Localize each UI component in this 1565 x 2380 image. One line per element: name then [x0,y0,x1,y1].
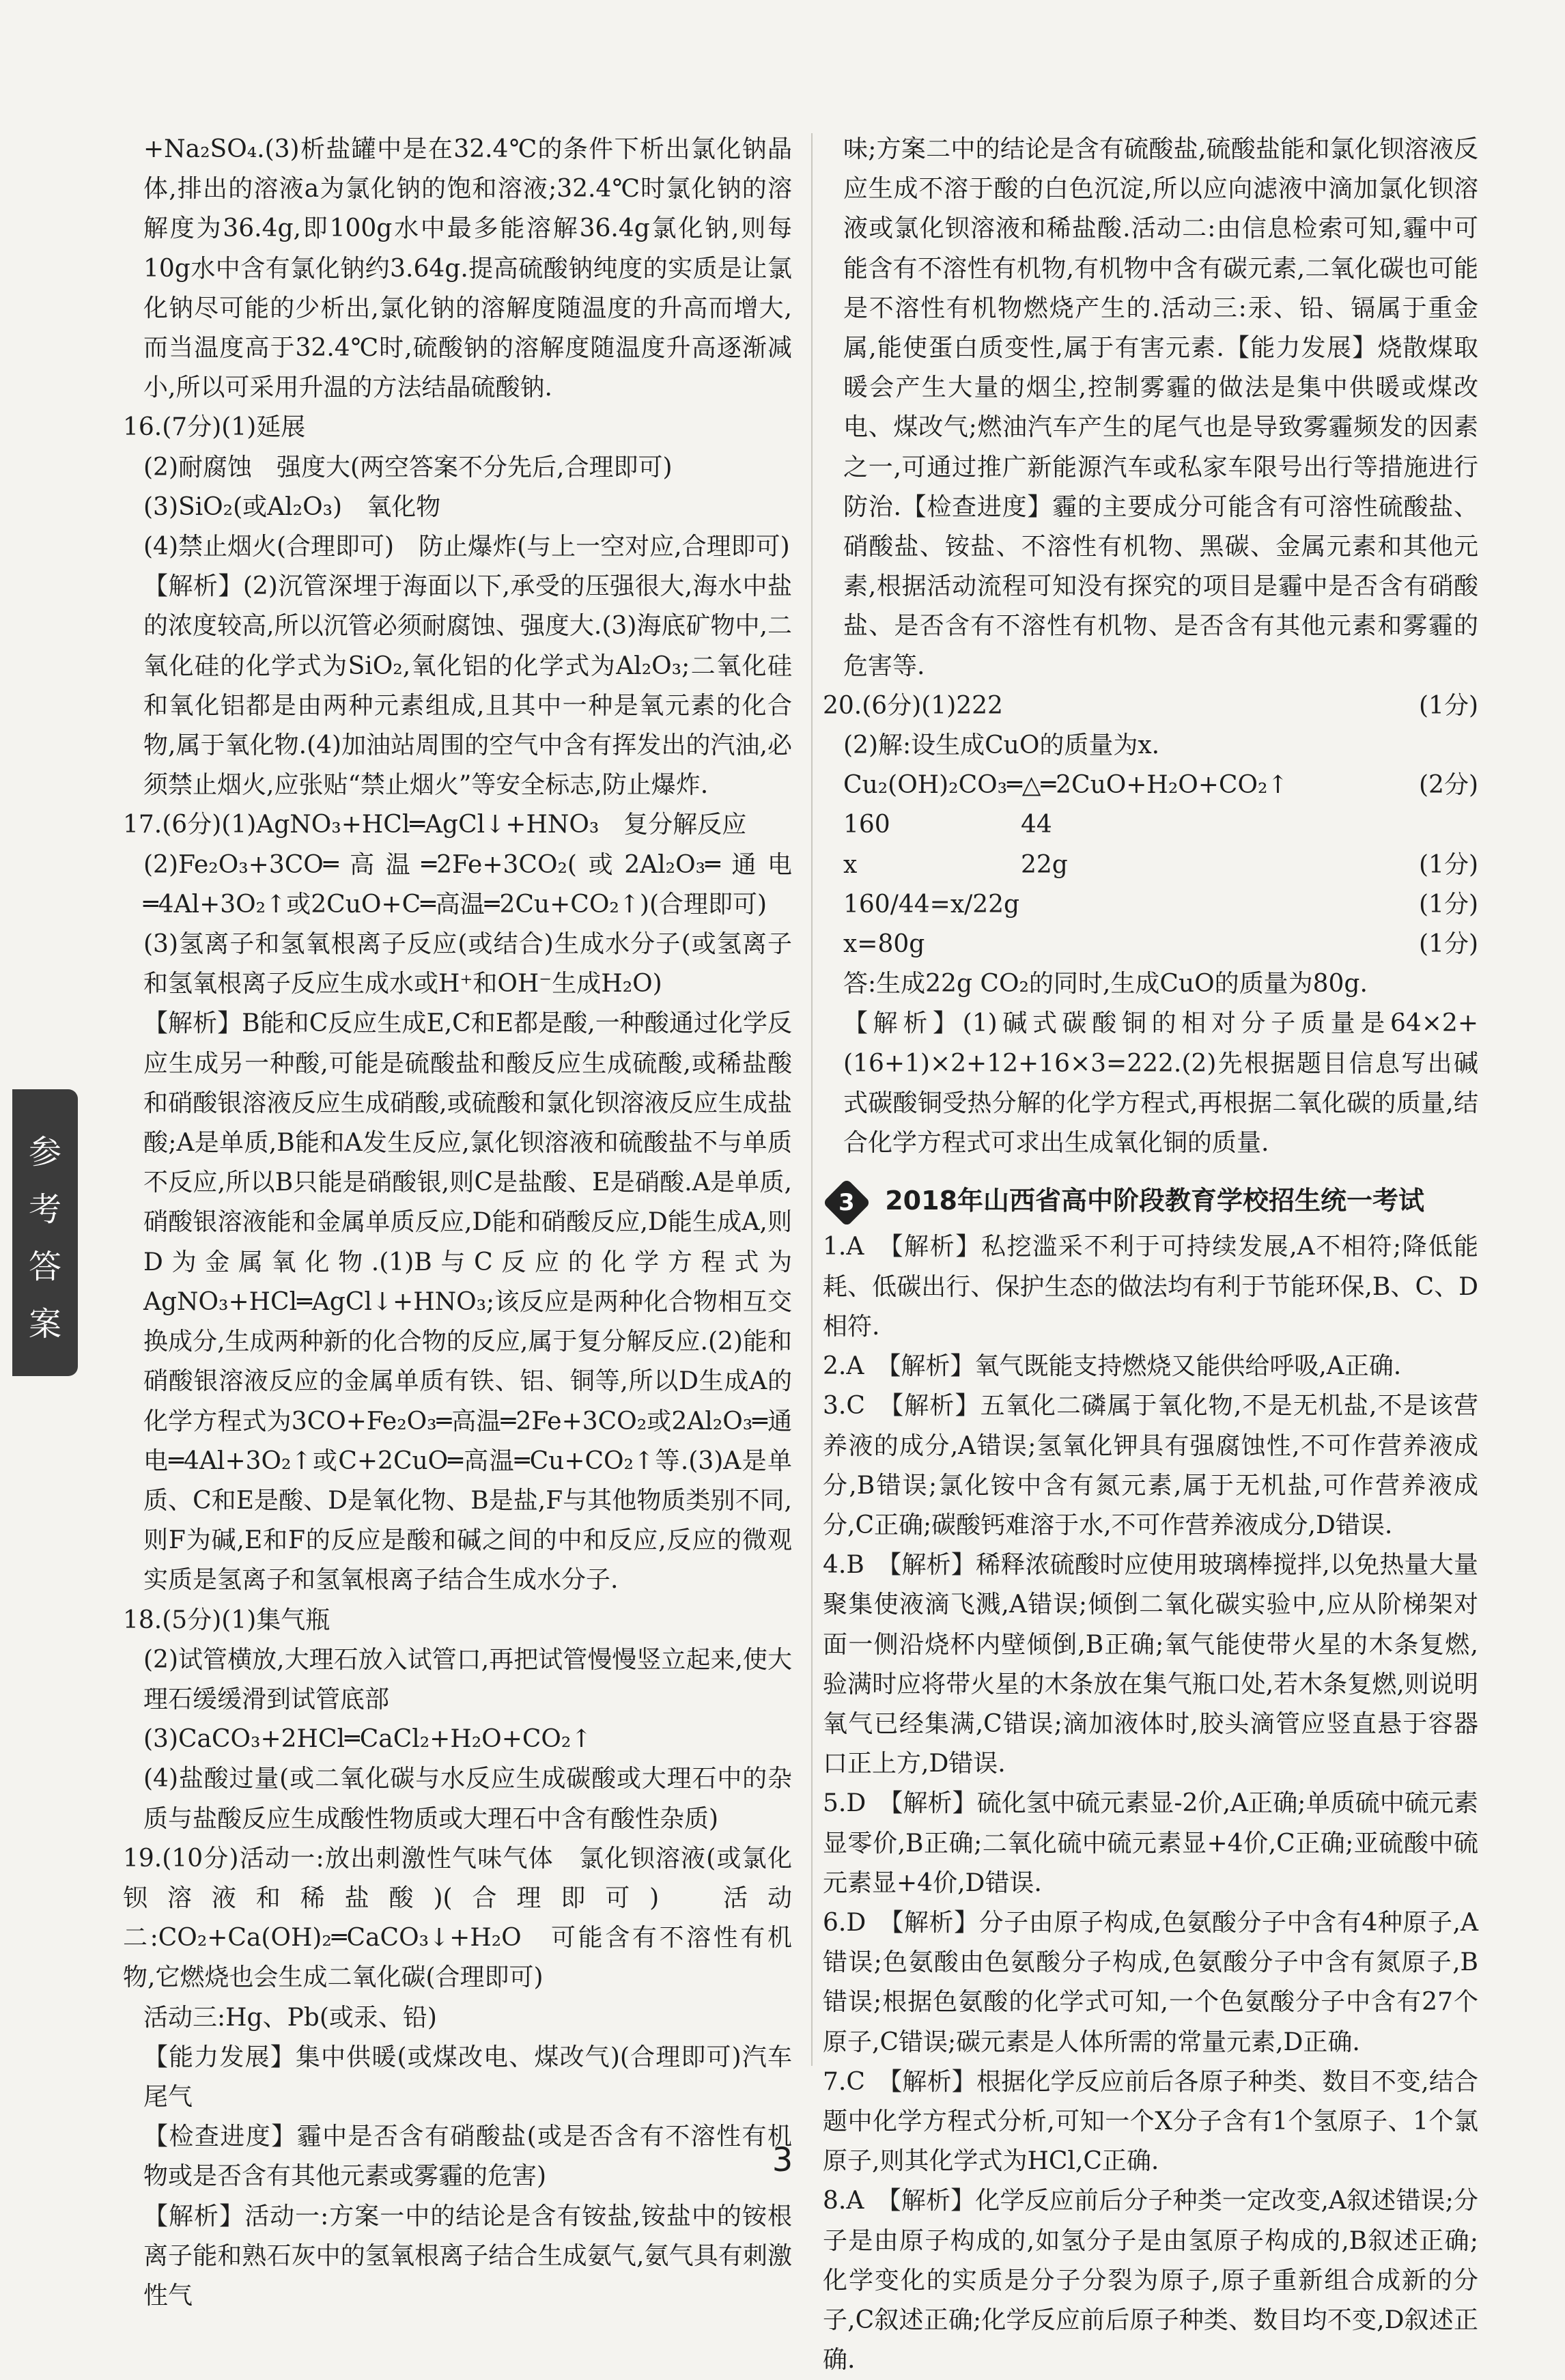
page-number: 3 [772,2141,793,2179]
equation: Cu₂(OH)₂CO₃═△═2CuO+H₂O+CO₂↑ [843,771,1288,800]
answer-line: (2)解:设生成CuO的质量为x. [843,731,1160,760]
answer-line: (3)SiO₂(或Al₂O₃) 氧化物 [143,492,441,521]
mass-row [823,845,1478,885]
score: (1分) [1419,930,1478,959]
result: x=80g [843,930,925,959]
answer-line: 答:生成22g CO₂的同时,生成CuO的质量为80g. [843,970,1368,998]
answer-line: (2)Fe₂O₃+3CO═高温═2Fe+3CO₂(或2Al₂O₃═通电═4Al+3O₂↑或2CuO+C═高温═2Cu+CO₂↑)(合理即可) [143,850,792,919]
question-17: 17.(6分)(1)AgNO₃+HCl═AgCl↓+HNO₃ 复分解反应 [123,811,747,839]
answer-item: 7.C 【解析】根据化学反应前后各原子种类、数目不变,结合题中化学方程式分析,可知一个X分子含有1个氢原子、1个氯原子,则其化学式为HCl,C正确. [823,2067,1478,2176]
question-20 [823,686,1478,726]
analysis: 【解析】B能和C反应生成E,C和E都是酸,一种酸通过化学反应生成另一种酸,可能是硫酸盐和酸反应生成硫酸,或稀盐酸和硝酸银溶液反应生成硝酸,或硫酸和氯化钡溶液反应生成盐酸;A是单质,B能和A发生反应,氯化钡溶液和硫酸盐不与单质不反应,所以B只能是硝酸银,则C是盐酸、E是硝酸.A是单质,硝酸银溶液能和金属单质反应,D能和硝酸反应,D能生成A,则D为金属氧化物.(1)B与C反应的化学方程式为AgNO₃+HCl═AgCl↓+HNO₃;该反应是两种化合物相互交换成分,生成两种新的化合物的反应,属于复分解反应.(2)能和硝酸银溶液反应的金属单质有铁、铝、铜等,所以D生成A的化学方程式为3CO+Fe₂O₃═高温═2Fe+3CO₂或2Al₂O₃═通电═4Al+3O₂↑或C+2CuO═高温═Cu+CO₂↑等.(3)A是单质、C和E是酸、D是氧化物、B是盐,F与其他物质类别不同,则F为碱,E和F的反应是酸和碱之间的中和反应,反应的微观实质是氢离子和氢氧根离子结合生成水分子. [143,1009,792,1595]
mass-cell: 44 [1021,811,1052,839]
score: (1分) [1419,890,1478,919]
section-title: 2018年山西省高中阶段教育学校招生统一考试 [885,1186,1424,1216]
answer-line: (3)氢离子和氢氧根离子反应(或结合)生成水分子(或氢离子和氢氧根离子反应生成水或H⁺和OH⁻生成H₂O) [143,930,792,998]
paragraph: +Na₂SO₄.(3)析盐罐中是在32.4℃的条件下析出氯化钠晶体,排出的溶液a为氯化钠的饱和溶液;32.4℃时氯化钠的溶解度为36.4g,即100g水中最多能溶解36.4g氯化钠,则每10g水中含有氯化钠约3.64g.提高硫酸钠纯度的实质是让氯化钠尽可能的少析出,氯化钠的溶解度随温度的升高而增大,而当温度高于32.4℃时,硫酸钠的溶解度随温度升高逐渐减小,所以可采用升温的方法结晶硫酸钠. [143,135,792,402]
answer-item: 8.A 【解析】化学反应前后分子种类一定改变,A叙述错误;分子是由原子构成的,如氢分子是由氢原子构成的,B叙述正确;化学变化的实质是分子分裂为原子,原子重新组合成新的分子,C叙述正确;化学反应前后原子种类、数目均不变,D叙述正确. [823,2187,1478,2375]
side-tab-char: 参 [28,1133,61,1171]
answer-item: 3.C 【解析】五氧化二磷属于氧化物,不是无机盐,不是该营养液的成分,A错误;氢氧化钾具有强腐蚀性,不可作营养液成分,B错误;氯化铵中含有氮元素,属于无机盐,可作营养液成分,C正确;碳酸钙难溶于水,不可作营养液成分,D错误. [823,1392,1478,1539]
result-line [823,925,1478,964]
answer-line: (4)盐酸过量(或二氧化碳与水反应生成碳酸或大理石中的杂质与盐酸反应生成酸性物质或大理石中含有酸性杂质) [143,1765,792,1833]
answer-line: 活动三:Hg、Pb(或汞、铅) [143,2003,437,2032]
proportion: 160/44=x/22g [843,890,1020,919]
section-heading [823,1181,1478,1220]
question-18: 18.(5分)(1)集气瓶 [123,1606,330,1634]
question-16: 16.(7分)(1)延展 [123,413,306,442]
mass-cell: 22g [1021,850,1068,879]
answer-item: 4.B 【解析】稀释浓硫酸时应使用玻璃棒搅拌,以免热量大量聚集使液滴飞溅,A错误;倾倒二氧化碳实验中,应从阶梯架对面一侧沿烧杯内壁倾倒,B正确;氧气能使带火星的木条复燃,验满时应将带火星的木条放在集气瓶口处,若木条复燃,则说明氧气已经集满,C错误;滴加液体时,胶头滴管应竖直悬于容器口正上方,D错误. [823,1551,1478,1778]
mass-row [823,805,1478,845]
answer-line: (2)试管横放,大理石放入试管口,再把试管慢慢竖立起来,使大理石缓缓滑到试管底部 [143,1645,792,1713]
column-divider [811,133,813,2066]
analysis: 【解析】活动一:方案一中的结论是含有铵盐,铵盐中的铵根离子能和熟石灰中的氢氧根离子结合生成氨气,氨气具有刺激性气 [143,2202,792,2310]
question-19: 19.(10分)活动一:放出刺激性气味气体 氯化钡溶液(或氯化钡溶液和稀盐酸)(合理即可) 活动二:CO₂+Ca(OH)₂═CaCO₃↓+H₂O 可能含有不溶性有机物,它燃烧也会生成二氧化碳(合理即可) [123,1844,792,1992]
side-tab [12,1089,78,1376]
score: (2分) [1419,771,1478,800]
proportion-line [823,885,1478,925]
answer-line: (2)耐腐蚀 强度大(两空答案不分先后,合理即可) [143,453,673,481]
mass-cell: 160 [843,811,890,839]
answer-item: 1.A 【解析】私挖滥采不利于可持续发展,A不相符;降低能耗、低碳出行、保护生态的做法均有利于节能环保,B、C、D相符. [823,1233,1478,1341]
left-column [123,130,792,2316]
score: (1分) [1419,850,1478,879]
side-tab-char: 案 [28,1305,61,1343]
equation-line [823,766,1478,805]
paragraph: 味;方案二中的结论是含有硫酸盐,硫酸盐能和氯化钡溶液反应生成不溶于酸的白色沉淀,所以应向滤液中滴加氯化钡溶液或氯化钡溶液和稀盐酸.活动二:由信息检索可知,霾中可能含有不溶性有机物,有机物中含有碳元素,二氧化碳也可能是不溶性有机物燃烧产生的.活动三:汞、铅、镉属于重金属,能使蛋白质变性,属于有害元素.【能力发展】烧散煤取暖会产生大量的烟尘,控制雾霾的做法是集中供暖或煤改电、煤改气;燃油汽车产生的尾气也是导致雾霾频发的因素之一,可通过推广新能源汽车或私家车限号出行等措施进行防治.【检查进度】霾的主要成分可能含有可溶性硫酸盐、硝酸盐、铵盐、不溶性有机物、黑碳、金属元素和其他元素,根据活动流程可知没有探究的项目是霾中是否含有硝酸盐、是否含有不溶性有机物、是否含有其他元素和雾霾的危害等. [843,135,1478,680]
question-20-text: 20.(6分)(1)222 [823,691,1003,720]
side-tab-char: 考 [28,1190,61,1229]
answer-line: 【能力发展】集中供暖(或煤改电、煤改气)(合理即可)汽车尾气 [143,2043,792,2111]
answer-line: 【检查进度】霾中是否含有硝酸盐(或是否含有不溶性有机物或是否含有其他元素或雾霾的危害) [143,2123,792,2191]
answer-line: (3)CaCO₃+2HCl═CaCl₂+H₂O+CO₂↑ [143,1725,592,1754]
analysis: 【解析】(2)沉管深埋于海面以下,承受的压强很大,海水中盐的浓度较高,所以沉管必须耐腐蚀、强度大.(3)海底矿物中,二氧化硅的化学式为SiO₂,氧化铝的化学式为Al₂O₃;二氧化硅和氧化铝都是由两种元素组成,且其中一种是氧元素的化合物,属于氧化物.(4)加油站周围的空气中含有挥发出的汽油,必须禁止烟火,应张贴“禁止烟火”等安全标志,防止爆炸. [143,572,792,800]
analysis: 【解析】(1)碱式碳酸铜的相对分子质量是64×2+(16+1)×2+12+16×3=222.(2)先根据题目信息写出碱式碳酸铜受热分解的化学方程式,再根据二氧化碳的质量,结合化学方程式可求出生成氧化铜的质量. [843,1009,1478,1158]
answer-item: 5.D 【解析】硫化氢中硫元素显-2价,A正确;单质硫中硫元素显零价,B正确;二氧化硫中硫元素显+4价,C正确;亚硫酸中硫元素显+4价,D错误. [823,1789,1478,1897]
score: (1分) [1419,691,1478,720]
side-tab-char: 答 [28,1248,61,1286]
section-3-diamond-icon: 3 [823,1178,871,1227]
answer-item: 2.A 【解析】氧气既能支持燃烧又能供给呼吸,A正确. [823,1352,1402,1381]
mass-cell: x [843,850,858,879]
answer-item: 6.D 【解析】分子由原子构成,色氨酸分子中含有4种原子,A错误;色氨酸由色氨酸分子构成,色氨酸分子中含有氮原子,B错误;根据色氨酸的化学式可知,一个色氨酸分子中含有27个原子,C错误;碳元素是人体所需的常量元素,D正确. [823,1908,1478,2056]
answer-line: (4)禁止烟火(合理即可) 防止爆炸(与上一空对应,合理即可) [143,533,790,561]
right-column [823,130,1478,2380]
